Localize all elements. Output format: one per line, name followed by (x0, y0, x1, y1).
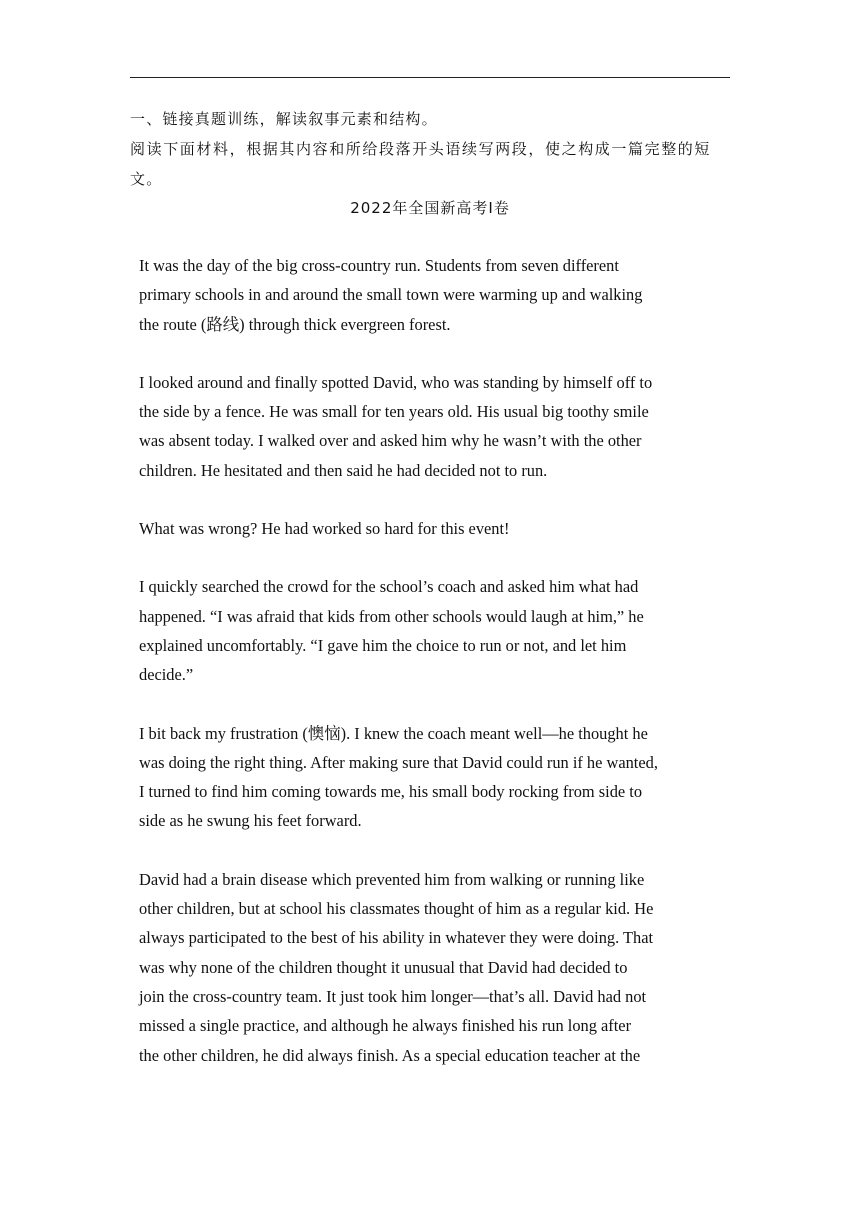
passage-line: always participated to the best of his ability in whatever they were doing. That (139, 928, 654, 948)
passage-line: was doing the right thing. After making sure that David could run if he wanted, (139, 752, 658, 772)
passage-line: I bit back my frustration (懊恼). I knew the coach meant well—he thought he (139, 723, 648, 743)
exam-title (0, 193, 860, 224)
passage-line: explained uncomfortably. “I gave him the choice to run or not, and let him (139, 635, 627, 655)
passage-paragraph (139, 719, 739, 836)
instruction-line-2: 文。 (130, 170, 163, 188)
passage-line: the route (路线) through thick evergreen forest. (139, 314, 451, 334)
header-rule (130, 77, 730, 78)
passage-line: was why none of the children thought it unusual that David had decided to (139, 957, 628, 977)
passage-line: It was the day of the big cross-country run. Students from seven different (139, 256, 619, 275)
passage-line: other children, but at school his classmates thought of him as a regular kid. He (139, 899, 654, 919)
reading-passage (139, 251, 739, 1099)
passage-line: missed a single practice, and although he always finished his run long after (139, 1016, 632, 1036)
passage-paragraph (139, 251, 739, 339)
passage-paragraph (139, 572, 739, 689)
passage-line: What was wrong? He had worked so hard for this event! (139, 519, 510, 539)
instruction (130, 134, 730, 194)
passage-line: I looked around and finally spotted David, who was standing by himself off to (139, 372, 653, 392)
passage-paragraph (139, 368, 739, 485)
passage-line: side as he swung his feet forward. (139, 811, 362, 831)
passage-paragraph (139, 514, 739, 543)
passage-line: I quickly searched the crowd for the school’s coach and asked him what had (139, 577, 639, 597)
exam-title-text: 2022年全国新高考I卷 (350, 199, 510, 217)
passage-line: join the cross-country team. It just took him longer—that’s all. David had not (139, 986, 647, 1006)
passage-line: I turned to find him coming towards me, his small body rocking from side to (139, 782, 643, 802)
passage-line: David had a brain disease which prevented him from walking or running like (139, 869, 645, 889)
passage-line: was absent today. I walked over and asked him why he wasn’t with the other (139, 431, 642, 451)
passage-line: children. He hesitated and then said he had decided not to run. (139, 460, 548, 480)
passage-line: primary schools in and around the small town were warming up and walking (139, 285, 643, 305)
instruction-line-1: 阅读下面材料，根据其内容和所给段落开头语续写两段，使之构成一篇完整的短 (130, 140, 712, 158)
passage-line: decide.” (139, 665, 194, 685)
passage-line: the other children, he did always finish. As a special education teacher at the (139, 1045, 641, 1065)
section-heading: 一、链接真题训练，解读叙事元素和结构。 (130, 110, 438, 128)
passage-paragraph (139, 865, 739, 1070)
passage-line: the side by a fence. He was small for ten years old. His usual big toothy smile (139, 402, 649, 422)
passage-line: happened. “I was afraid that kids from other schools would laugh at him,” he (139, 606, 644, 626)
